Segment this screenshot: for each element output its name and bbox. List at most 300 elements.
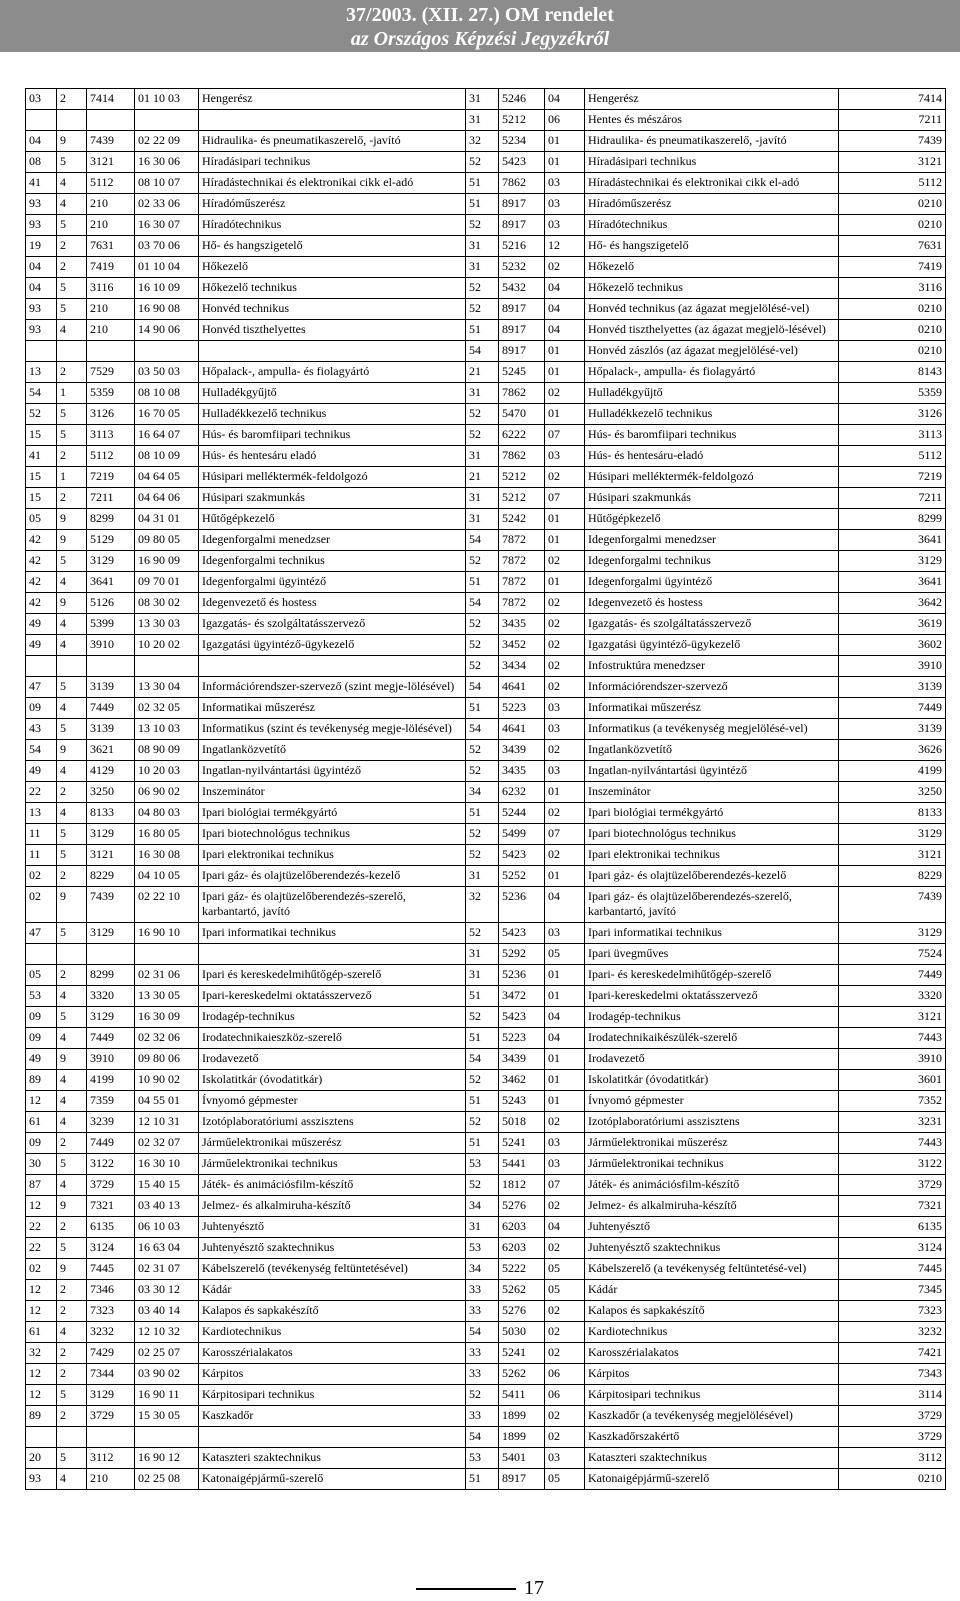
cell-new-name: Informatikus (a tevékenység megjelölésé-vel) xyxy=(585,719,839,740)
cell-new-name: Ipari biotechnológus technikus xyxy=(585,824,839,845)
cell-feor-new: 4199 xyxy=(839,761,946,782)
cell-feor-old: 3239 xyxy=(87,1112,135,1133)
cell-feor-old: 3116 xyxy=(87,278,135,299)
cell-new-seq: 02 xyxy=(545,1322,585,1343)
cell-new-name: Hő- és hangszigetelő xyxy=(585,236,839,257)
cell-new-name: Kalapos és sapkakészítő xyxy=(585,1301,839,1322)
cell-old-level xyxy=(57,944,87,965)
cell-new-level: 51 xyxy=(466,803,499,824)
cell-old-group: 93 xyxy=(26,320,57,341)
cell-feor-old: 3129 xyxy=(87,551,135,572)
cell-new-name: Hulladékgyűjtő xyxy=(585,383,839,404)
cell-old-name: Hengerész xyxy=(199,89,466,110)
cell-old-level: 5 xyxy=(57,845,87,866)
cell-new-level: 52 xyxy=(466,845,499,866)
cell-new-level: 52 xyxy=(466,551,499,572)
cell-new-code: 5236 xyxy=(499,965,545,986)
cell-feor-new: 0210 xyxy=(839,194,946,215)
cell-feor-old: 8229 xyxy=(87,866,135,887)
cell-feor-old xyxy=(87,656,135,677)
cell-feor-old: 210 xyxy=(87,299,135,320)
table-row xyxy=(26,1028,946,1049)
cell-feor-new: 3910 xyxy=(839,1049,946,1070)
table-row xyxy=(26,278,946,299)
cell-old-group xyxy=(26,341,57,362)
cell-new-code: 5241 xyxy=(499,1133,545,1154)
cell-feor-new: 3641 xyxy=(839,572,946,593)
cell-old-code: 02 32 07 xyxy=(135,1133,199,1154)
cell-feor-old: 7429 xyxy=(87,1343,135,1364)
cell-old-code: 02 25 08 xyxy=(135,1469,199,1490)
cell-new-level: 34 xyxy=(466,1196,499,1217)
cell-new-code: 7872 xyxy=(499,530,545,551)
cell-feor-new: 3129 xyxy=(839,923,946,944)
cell-new-name: Katonaigépjármű-szerelő xyxy=(585,1469,839,1490)
cell-old-name: Irodatechnikaieszköz-szerelő xyxy=(199,1028,466,1049)
cell-old-level: 1 xyxy=(57,383,87,404)
cell-new-level: 52 xyxy=(466,923,499,944)
cell-new-level: 54 xyxy=(466,593,499,614)
table-row xyxy=(26,1364,946,1385)
cell-new-level: 34 xyxy=(466,782,499,803)
cell-old-level: 4 xyxy=(57,1070,87,1091)
table-row xyxy=(26,923,946,944)
cell-old-level: 2 xyxy=(57,257,87,278)
cell-old-code: 10 90 02 xyxy=(135,1070,199,1091)
cell-feor-old: 3139 xyxy=(87,677,135,698)
table-row xyxy=(26,761,946,782)
cell-new-seq: 03 xyxy=(545,1154,585,1175)
cell-new-level: 31 xyxy=(466,488,499,509)
cell-new-seq: 05 xyxy=(545,1280,585,1301)
cell-new-name: Izotóplaboratóriumi asszisztens xyxy=(585,1112,839,1133)
table-row xyxy=(26,362,946,383)
cell-new-code: 6203 xyxy=(499,1217,545,1238)
cell-feor-old: 3129 xyxy=(87,923,135,944)
table-row xyxy=(26,1406,946,1427)
cell-feor-old: 3124 xyxy=(87,1238,135,1259)
cell-new-level: 52 xyxy=(466,614,499,635)
cell-old-code: 08 10 08 xyxy=(135,383,199,404)
regulation-title: 37/2003. (XII. 27.) OM rendelet xyxy=(346,4,614,26)
cell-feor-old: 3729 xyxy=(87,1406,135,1427)
cell-old-group: 15 xyxy=(26,467,57,488)
cell-old-code: 03 40 14 xyxy=(135,1301,199,1322)
cell-new-code: 5401 xyxy=(499,1448,545,1469)
cell-old-level: 4 xyxy=(57,803,87,824)
cell-new-seq: 02 xyxy=(545,1427,585,1448)
cell-new-seq: 02 xyxy=(545,1343,585,1364)
cell-old-group: 54 xyxy=(26,740,57,761)
cell-new-seq: 03 xyxy=(545,761,585,782)
cell-old-level: 4 xyxy=(57,761,87,782)
table-row xyxy=(26,131,946,152)
cell-new-name: Idegenforgalmi technikus xyxy=(585,551,839,572)
cell-new-level: 33 xyxy=(466,1343,499,1364)
cell-feor-new: 3121 xyxy=(839,845,946,866)
cell-new-seq: 02 xyxy=(545,1406,585,1427)
cell-old-name: Ívnyomó gépmester xyxy=(199,1091,466,1112)
cell-feor-new: 3642 xyxy=(839,593,946,614)
cell-feor-new: 3116 xyxy=(839,278,946,299)
cell-old-code: 03 40 13 xyxy=(135,1196,199,1217)
table-row xyxy=(26,944,946,965)
cell-new-code: 5222 xyxy=(499,1259,545,1280)
table-row xyxy=(26,782,946,803)
cell-new-code: 5242 xyxy=(499,509,545,530)
cell-feor-old: 5359 xyxy=(87,383,135,404)
cell-old-level: 2 xyxy=(57,965,87,986)
table-row xyxy=(26,1448,946,1469)
cell-feor-new: 7211 xyxy=(839,488,946,509)
cell-old-code: 16 90 10 xyxy=(135,923,199,944)
table-row xyxy=(26,677,946,698)
cell-old-name: Húsipari melléktermék-feldolgozó xyxy=(199,467,466,488)
cell-old-name: Iskolatitkár (óvodatitkár) xyxy=(199,1070,466,1091)
cell-old-group: 09 xyxy=(26,698,57,719)
cell-feor-old: 5112 xyxy=(87,446,135,467)
cell-old-name: Honvéd tiszthelyettes xyxy=(199,320,466,341)
cell-new-seq: 02 xyxy=(545,656,585,677)
cell-feor-new: 3602 xyxy=(839,635,946,656)
cell-old-name: Karosszérialakatos xyxy=(199,1343,466,1364)
cell-old-level: 4 xyxy=(57,614,87,635)
cell-old-name xyxy=(199,944,466,965)
cell-old-code: 16 90 09 xyxy=(135,551,199,572)
cell-new-code: 5212 xyxy=(499,110,545,131)
cell-new-level: 54 xyxy=(466,530,499,551)
cell-new-code: 5244 xyxy=(499,803,545,824)
cell-feor-old: 3621 xyxy=(87,740,135,761)
cell-new-level: 31 xyxy=(466,509,499,530)
cell-old-level: 2 xyxy=(57,488,87,509)
table-row xyxy=(26,887,946,923)
cell-old-code: 16 80 05 xyxy=(135,824,199,845)
cell-old-group: 02 xyxy=(26,1259,57,1280)
cell-old-name xyxy=(199,341,466,362)
cell-old-group: 93 xyxy=(26,194,57,215)
cell-old-group: 12 xyxy=(26,1364,57,1385)
cell-feor-new: 3139 xyxy=(839,677,946,698)
cell-new-level: 31 xyxy=(466,236,499,257)
cell-old-level: 2 xyxy=(57,1343,87,1364)
cell-new-code: 3435 xyxy=(499,761,545,782)
cell-old-level: 2 xyxy=(57,236,87,257)
cell-new-level: 51 xyxy=(466,173,499,194)
table-row xyxy=(26,1217,946,1238)
cell-new-name: Járműelektronikai technikus xyxy=(585,1154,839,1175)
cell-new-name: Irodagép-technikus xyxy=(585,1007,839,1028)
cell-feor-new: 7211 xyxy=(839,110,946,131)
cell-old-group: 49 xyxy=(26,635,57,656)
cell-old-level xyxy=(57,110,87,131)
cell-feor-new: 7443 xyxy=(839,1028,946,1049)
cell-new-level: 51 xyxy=(466,1133,499,1154)
page-number: 17 xyxy=(524,1577,544,1599)
cell-new-code: 5292 xyxy=(499,944,545,965)
cell-new-code: 5030 xyxy=(499,1322,545,1343)
cell-new-code: 5262 xyxy=(499,1364,545,1385)
page-footer xyxy=(0,1577,960,1599)
cell-new-seq: 04 xyxy=(545,299,585,320)
cell-feor-old: 8133 xyxy=(87,803,135,824)
cell-new-name: Kárpitos xyxy=(585,1364,839,1385)
cell-new-level: 31 xyxy=(466,1217,499,1238)
cell-old-name: Katonaigépjármű-szerelő xyxy=(199,1469,466,1490)
cell-new-code: 1899 xyxy=(499,1406,545,1427)
table-row xyxy=(26,425,946,446)
cell-old-name: Kalapos és sapkakészítő xyxy=(199,1301,466,1322)
cell-new-name: Infostruktúra menedzser xyxy=(585,656,839,677)
cell-new-seq: 01 xyxy=(545,986,585,1007)
cell-new-seq: 04 xyxy=(545,89,585,110)
cell-old-group xyxy=(26,656,57,677)
cell-old-group: 93 xyxy=(26,299,57,320)
cell-old-group: 09 xyxy=(26,1007,57,1028)
cell-old-code: 02 22 09 xyxy=(135,131,199,152)
cell-new-seq: 03 xyxy=(545,719,585,740)
cell-new-code: 3435 xyxy=(499,614,545,635)
cell-old-code: 04 64 05 xyxy=(135,467,199,488)
cell-new-seq: 04 xyxy=(545,1217,585,1238)
cell-new-code: 5423 xyxy=(499,923,545,944)
cell-old-code xyxy=(135,1427,199,1448)
cell-new-code: 7862 xyxy=(499,383,545,404)
cell-new-level: 31 xyxy=(466,383,499,404)
cell-old-code: 06 90 02 xyxy=(135,782,199,803)
cell-new-name: Híradástechnikai és elektronikai cikk el-adó xyxy=(585,173,839,194)
cell-old-name: Hús- és hentesáru eladó xyxy=(199,446,466,467)
table-row xyxy=(26,215,946,236)
cell-new-seq: 01 xyxy=(545,572,585,593)
cell-new-code: 7862 xyxy=(499,173,545,194)
cell-feor-new: 5359 xyxy=(839,383,946,404)
cell-old-name: Információrendszer-szervező (szint megje-lölésével) xyxy=(199,677,466,698)
cell-new-level: 31 xyxy=(466,257,499,278)
cell-new-level: 54 xyxy=(466,1427,499,1448)
footer-rule xyxy=(416,1588,516,1590)
cell-new-code: 5423 xyxy=(499,152,545,173)
cell-old-group: 53 xyxy=(26,986,57,1007)
cell-feor-new: 3112 xyxy=(839,1448,946,1469)
cell-feor-new: 7345 xyxy=(839,1280,946,1301)
cell-feor-old: 210 xyxy=(87,320,135,341)
cell-old-name: Híradóműszerész xyxy=(199,194,466,215)
cell-feor-old: 7449 xyxy=(87,698,135,719)
cell-old-group: 11 xyxy=(26,845,57,866)
cell-old-code: 16 30 09 xyxy=(135,1007,199,1028)
cell-feor-old: 7414 xyxy=(87,89,135,110)
cell-old-level: 4 xyxy=(57,1028,87,1049)
cell-old-code xyxy=(135,341,199,362)
cell-new-level: 53 xyxy=(466,1448,499,1469)
cell-old-level xyxy=(57,1427,87,1448)
cell-new-code: 5276 xyxy=(499,1301,545,1322)
cell-new-seq: 03 xyxy=(545,173,585,194)
cell-old-level: 5 xyxy=(57,1385,87,1406)
cell-feor-old: 7439 xyxy=(87,131,135,152)
cell-feor-new: 3729 xyxy=(839,1406,946,1427)
cell-new-code: 5423 xyxy=(499,1007,545,1028)
cell-new-code: 5212 xyxy=(499,467,545,488)
cell-old-level: 2 xyxy=(57,1301,87,1322)
cell-old-name: Húsipari szakmunkás xyxy=(199,488,466,509)
cell-old-code: 16 30 08 xyxy=(135,845,199,866)
table-row xyxy=(26,1154,946,1175)
table-row xyxy=(26,89,946,110)
cell-old-name xyxy=(199,656,466,677)
table-row xyxy=(26,551,946,572)
cell-feor-old: 5126 xyxy=(87,593,135,614)
table-row xyxy=(26,152,946,173)
cell-old-level: 5 xyxy=(57,719,87,740)
cell-new-seq: 07 xyxy=(545,1175,585,1196)
cell-new-name: Ipari elektronikai technikus xyxy=(585,845,839,866)
cell-feor-new: 3601 xyxy=(839,1070,946,1091)
cell-new-level: 53 xyxy=(466,1154,499,1175)
cell-new-code: 3472 xyxy=(499,986,545,1007)
cell-new-seq: 03 xyxy=(545,1133,585,1154)
cell-old-name: Irodagép-technikus xyxy=(199,1007,466,1028)
cell-old-level: 5 xyxy=(57,215,87,236)
cell-feor-new: 7631 xyxy=(839,236,946,257)
cell-new-seq: 04 xyxy=(545,1007,585,1028)
cell-old-code: 15 40 15 xyxy=(135,1175,199,1196)
cell-new-seq: 01 xyxy=(545,509,585,530)
cell-new-level: 51 xyxy=(466,1028,499,1049)
cell-old-level: 9 xyxy=(57,593,87,614)
cell-new-code: 8917 xyxy=(499,320,545,341)
cell-new-seq: 04 xyxy=(545,887,585,923)
cell-old-code: 13 30 04 xyxy=(135,677,199,698)
cell-new-seq: 02 xyxy=(545,1238,585,1259)
cell-old-group: 32 xyxy=(26,1343,57,1364)
cell-feor-old: 5112 xyxy=(87,173,135,194)
cell-old-code: 01 10 04 xyxy=(135,257,199,278)
table-row xyxy=(26,698,946,719)
cell-old-level: 4 xyxy=(57,1469,87,1490)
cell-new-seq: 01 xyxy=(545,341,585,362)
cell-new-name: Igazgatási ügyintéző-ügykezelő xyxy=(585,635,839,656)
cell-new-level: 52 xyxy=(466,404,499,425)
cell-old-level: 2 xyxy=(57,782,87,803)
cell-new-name: Hengerész xyxy=(585,89,839,110)
cell-new-level: 33 xyxy=(466,1301,499,1322)
cell-new-seq: 01 xyxy=(545,1070,585,1091)
cell-feor-old: 3232 xyxy=(87,1322,135,1343)
cell-feor-new: 6135 xyxy=(839,1217,946,1238)
table-row xyxy=(26,719,946,740)
cell-new-seq: 02 xyxy=(545,257,585,278)
cell-new-seq: 01 xyxy=(545,152,585,173)
cell-old-group: 12 xyxy=(26,1196,57,1217)
cell-old-name: Hő- és hangszigetelő xyxy=(199,236,466,257)
cell-old-level: 4 xyxy=(57,320,87,341)
cell-new-seq: 06 xyxy=(545,1364,585,1385)
table-row xyxy=(26,1238,946,1259)
cell-feor-old xyxy=(87,110,135,131)
cell-feor-old: 3121 xyxy=(87,845,135,866)
cell-old-group xyxy=(26,110,57,131)
cell-new-seq: 02 xyxy=(545,1196,585,1217)
cell-new-name: Idegenvezető és hostess xyxy=(585,593,839,614)
cell-new-code: 5470 xyxy=(499,404,545,425)
cell-new-name: Hentes és mészáros xyxy=(585,110,839,131)
cell-new-code: 5216 xyxy=(499,236,545,257)
cell-old-level: 5 xyxy=(57,1154,87,1175)
cell-new-name: Híradásipari technikus xyxy=(585,152,839,173)
cell-feor-new: 3124 xyxy=(839,1238,946,1259)
cell-new-name: Kábelszerelő (a tevékenység feltüntetésé-vel) xyxy=(585,1259,839,1280)
cell-new-seq: 07 xyxy=(545,425,585,446)
cell-new-seq: 03 xyxy=(545,446,585,467)
cell-new-name: Ipari-kereskedelmi oktatásszervező xyxy=(585,986,839,1007)
cell-new-level: 31 xyxy=(466,965,499,986)
cell-new-name: Juhtenyésztő szaktechnikus xyxy=(585,1238,839,1259)
table-row xyxy=(26,320,946,341)
cell-new-name: Kádár xyxy=(585,1280,839,1301)
cell-old-level: 5 xyxy=(57,1448,87,1469)
cell-old-group: 20 xyxy=(26,1448,57,1469)
cell-old-level: 2 xyxy=(57,1406,87,1427)
cell-feor-new: 8229 xyxy=(839,866,946,887)
table-row xyxy=(26,299,946,320)
cell-old-level: 5 xyxy=(57,299,87,320)
table-row xyxy=(26,824,946,845)
cell-feor-new: 3729 xyxy=(839,1427,946,1448)
cell-old-name: Kataszteri szaktechnikus xyxy=(199,1448,466,1469)
cell-old-group: 13 xyxy=(26,803,57,824)
cell-old-name: Ipari elektronikai technikus xyxy=(199,845,466,866)
table-row xyxy=(26,1196,946,1217)
cell-new-seq: 01 xyxy=(545,965,585,986)
cell-old-code: 09 70 01 xyxy=(135,572,199,593)
cell-old-level xyxy=(57,656,87,677)
cell-feor-old: 7219 xyxy=(87,467,135,488)
cell-new-code: 5276 xyxy=(499,1196,545,1217)
cell-feor-old: 3121 xyxy=(87,152,135,173)
cell-old-name: Híradótechnikus xyxy=(199,215,466,236)
cell-old-group: 02 xyxy=(26,887,57,923)
cell-new-name: Hűtőgépkezelő xyxy=(585,509,839,530)
cell-old-group: 04 xyxy=(26,131,57,152)
cell-new-seq: 02 xyxy=(545,467,585,488)
cell-old-level: 5 xyxy=(57,404,87,425)
table-row xyxy=(26,1112,946,1133)
cell-old-level: 2 xyxy=(57,1133,87,1154)
cell-new-code: 1899 xyxy=(499,1427,545,1448)
cell-new-code: 5234 xyxy=(499,131,545,152)
cell-feor-old: 3129 xyxy=(87,1007,135,1028)
cell-old-group: 02 xyxy=(26,866,57,887)
cell-new-code: 5223 xyxy=(499,698,545,719)
qualification-register-table xyxy=(25,88,946,1490)
cell-old-group: 49 xyxy=(26,614,57,635)
cell-old-level: 4 xyxy=(57,1091,87,1112)
cell-old-code: 12 10 32 xyxy=(135,1322,199,1343)
cell-old-name: Hús- és baromfiipari technikus xyxy=(199,425,466,446)
cell-old-code: 03 50 03 xyxy=(135,362,199,383)
cell-new-seq: 03 xyxy=(545,923,585,944)
cell-new-level: 34 xyxy=(466,1259,499,1280)
cell-old-level: 2 xyxy=(57,1280,87,1301)
cell-old-group: 12 xyxy=(26,1301,57,1322)
cell-feor-new: 8299 xyxy=(839,509,946,530)
cell-old-group: 42 xyxy=(26,593,57,614)
cell-old-code: 02 31 07 xyxy=(135,1259,199,1280)
table-row xyxy=(26,341,946,362)
cell-feor-old: 7211 xyxy=(87,488,135,509)
